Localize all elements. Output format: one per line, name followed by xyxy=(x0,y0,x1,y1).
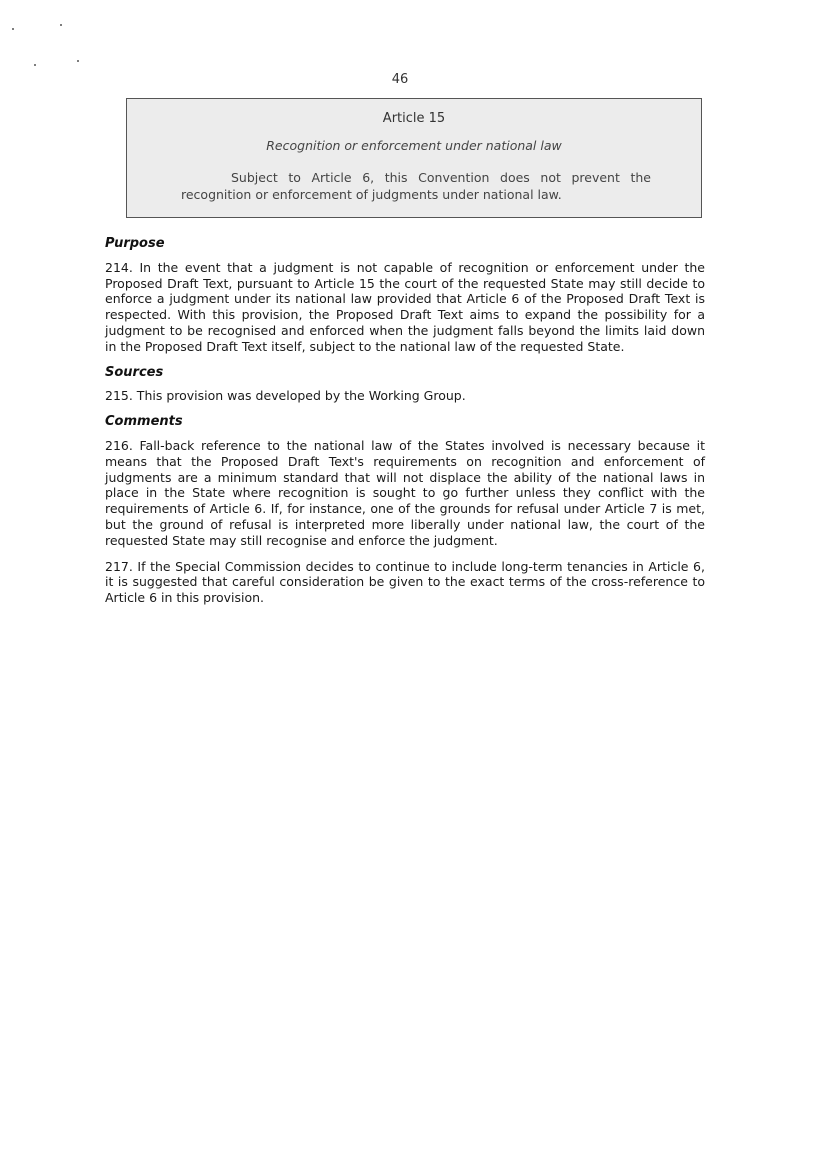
sources-heading: Sources xyxy=(105,364,164,380)
paragraph-216: 216. Fall-back reference to the national law of the States involved is necessary because it means that the Proposed Draft Text's requirements on recognition and enforcement of judgments are a minimum standard that will not displace the ability of the national laws in place in the State where recognition is sought to go further unless they conflict with the requirements of Article 6. If, for instance, one of the grounds for refusal under Article 7 is met, but the ground of refusal is interpreted more liberally under national law, the court of the requested State may still recognise and enforce the judgment. xyxy=(105,437,705,548)
paragraph-215: 215. This provision was developed by the Working Group. xyxy=(105,388,466,404)
purpose-heading: Purpose xyxy=(105,236,165,251)
scan-speck xyxy=(77,60,79,62)
comments-heading: Comments xyxy=(105,414,183,430)
scan-speck xyxy=(60,24,62,26)
paragraph-214: 214. In the event that a judgment is not capable of recognition or enforcement under the Proposed Draft Text, pursuant to Article 15 the court of the requested State may still decide to enforce a judgment under its national law provided that Article 6 of the Proposed Draft Text is respected. With this provision, the Proposed Draft Text aims to expand the possibility for a judgment to be recognised and enforced when the judgment falls beyond the limits laid down in the Proposed Draft Text itself, subject to the national law of the requested State. xyxy=(105,259,705,354)
article-title: Article 15 xyxy=(382,111,446,126)
article-box xyxy=(126,98,702,218)
article-subtitle: Recognition or enforcement under national law xyxy=(266,138,562,153)
scan-speck xyxy=(34,64,36,66)
document-body xyxy=(105,236,705,616)
article-body: Subject to Article 6, this Convention does not prevent the recognition or enforcement of judgments under national law. xyxy=(181,170,651,202)
scan-speck xyxy=(12,28,14,30)
page-number: 46 xyxy=(391,72,409,87)
paragraph-217: 217. If the Special Commission decides to continue to include long-term tenancies in Article 6, it is suggested that careful consideration be given to the exact terms of the cross-reference to Article 6 in this provision. xyxy=(105,558,705,606)
